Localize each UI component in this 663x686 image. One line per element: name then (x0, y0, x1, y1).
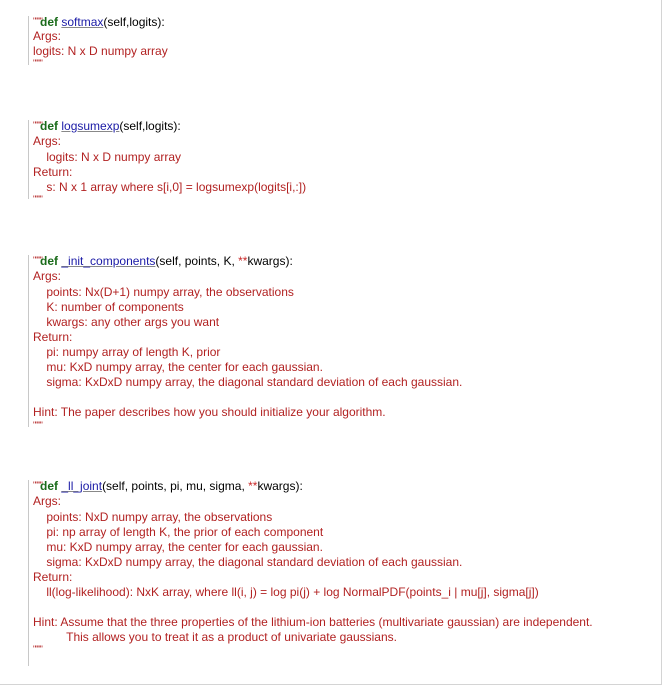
docstring-close-quote: """" (33, 58, 42, 68)
docstring-line: pi: np array of length K, the prior of each component (33, 525, 324, 539)
docstring (28, 120, 649, 204)
function-name-link[interactable]: _ll_joint (61, 479, 103, 493)
kwargs-star: ** (238, 254, 248, 268)
docstring-line: Return: (33, 570, 73, 584)
docstring-line: Args: (33, 29, 62, 43)
docstring-line: points: Nx(D+1) numpy array, the observations (33, 285, 294, 299)
docstring-line: Args: (33, 134, 62, 148)
docstring-line: kwargs: any other args you want (33, 315, 220, 329)
docstring-line: Hint: The paper describes how you should initialize your algorithm. (33, 405, 386, 419)
docstring (28, 480, 649, 666)
docstring-line: logits: N x D numpy array (33, 44, 168, 58)
docstring-line: Return: (33, 165, 73, 179)
docstring-line: Return: (33, 330, 73, 344)
docstring-line: This allows you to treat it as a product of univariate gaussians. (33, 630, 397, 644)
docstring-open-quote: """" (33, 16, 42, 26)
function-name-link[interactable]: _init_components (61, 254, 156, 268)
docstring-line: mu: KxD numpy array, the center for each gaussian. (33, 360, 323, 374)
function-params: (self, points, pi, mu, sigma, (102, 479, 249, 493)
docstring-line: points: NxD numpy array, the observations (33, 510, 273, 524)
function-signature (20, 0, 165, 29)
docstring-line: Args: (33, 269, 62, 283)
function-params: (self,logits): (103, 15, 165, 29)
docstring-close-quote: """" (33, 420, 42, 430)
docstring-line: pi: numpy array of length K, prior (33, 345, 221, 359)
function-params: (self,logits): (119, 119, 181, 133)
function-name-link[interactable]: softmax (61, 15, 104, 29)
function-params: (self, points, K, (155, 254, 239, 268)
function-signature (20, 239, 293, 268)
kwargs-star: ** (248, 479, 258, 493)
docstring-open-quote: """" (33, 120, 42, 130)
docstring-close-quote: """" (33, 194, 42, 204)
docstring-line: logits: N x D numpy array (33, 150, 182, 164)
def-keyword: def (40, 15, 59, 29)
docstring-line: ll(log-likelihood): NxK array, where ll(i, j) = log pi(j) + log NormalPDF(points_i | mu[j], sigma[j]) (33, 585, 539, 599)
docstring (28, 16, 649, 68)
def-keyword: def (40, 254, 59, 268)
def-keyword: def (40, 479, 59, 493)
docstring-line: s: N x 1 array where s[i,0] = logsumexp(logits[i,:]) (33, 180, 307, 194)
docstring (28, 255, 649, 430)
function-params-tail: kwargs): (247, 254, 293, 268)
docstring-line: Hint: Assume that the three properties of the lithium-ion batteries (multivariate gaussian) are independent. (33, 615, 593, 629)
docstring-open-quote: """" (33, 480, 42, 490)
function-params-tail: kwargs): (257, 479, 303, 493)
docstring-line: Args: (33, 494, 62, 508)
docstring-line: mu: KxD numpy array, the center for each gaussian. (33, 540, 323, 554)
docstring-line: sigma: KxDxD numpy array, the diagonal standard deviation of each gaussian. (33, 375, 463, 389)
docstring-open-quote: """" (33, 255, 42, 265)
docstring-line: sigma: KxDxD numpy array, the diagonal standard deviation of each gaussian. (33, 555, 463, 569)
def-keyword: def (40, 119, 59, 133)
docstring-close-quote: """" (33, 644, 42, 654)
function-signature (20, 464, 303, 493)
function-name-link[interactable]: logsumexp (61, 119, 120, 133)
docstring-line: K: number of components (33, 300, 184, 314)
function-signature (20, 104, 181, 133)
